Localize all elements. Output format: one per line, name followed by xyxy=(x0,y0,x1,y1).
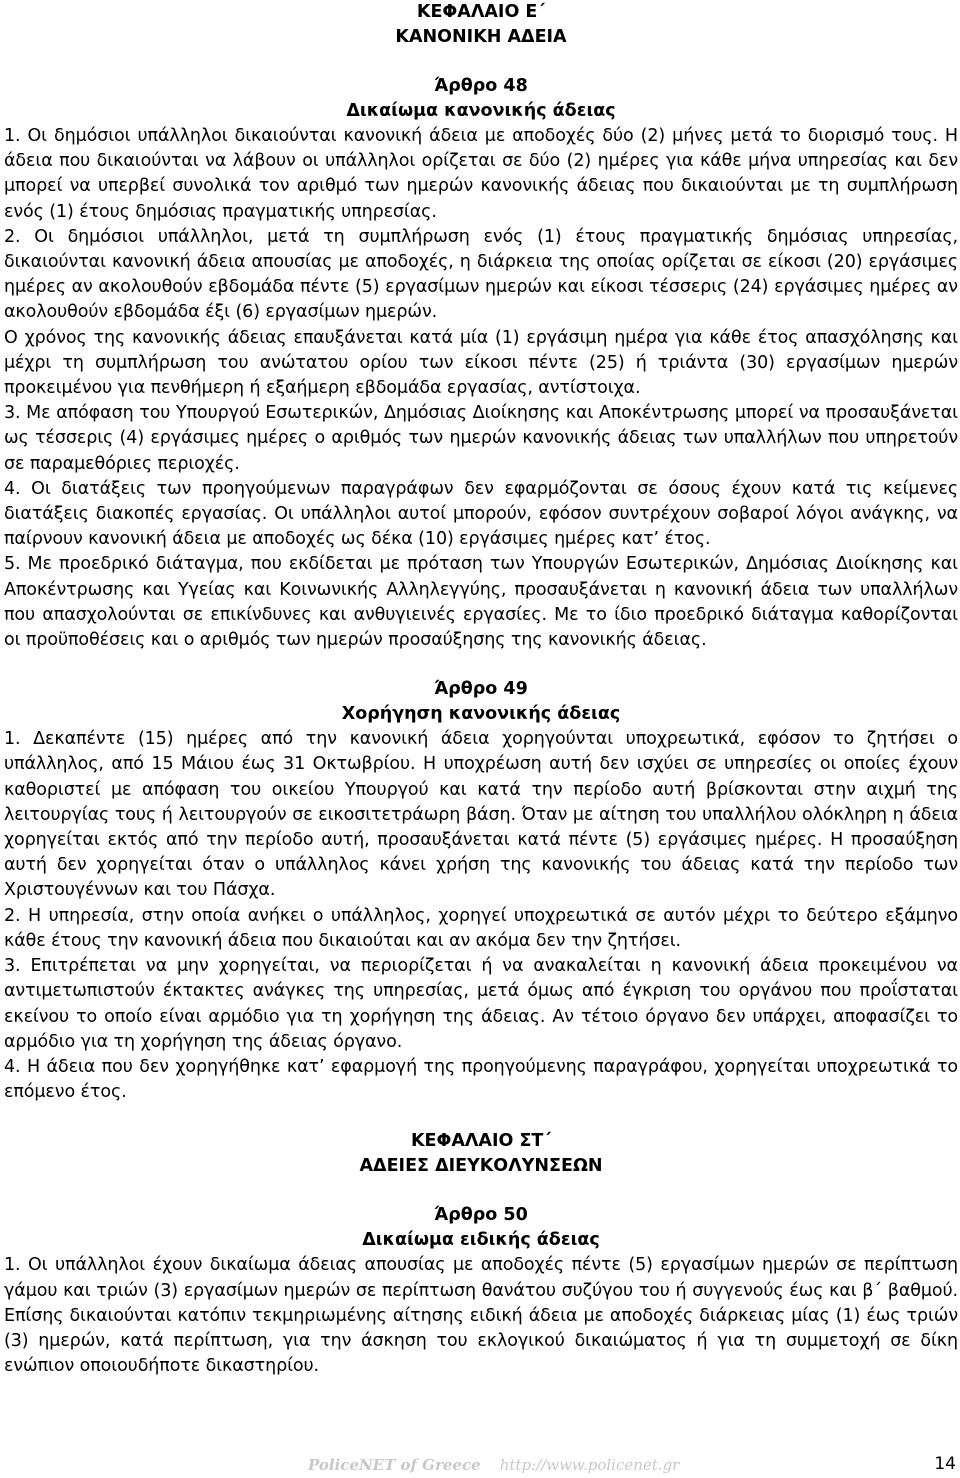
article-49 xyxy=(4,677,958,1105)
article-paragraph: 2. Οι δημόσιοι υπάλληλοι, μετά τη συμπλήρωση ενός (1) έτους πραγματικής δημόσιας υπηρεσίας, δικαιούνται κανονική άδεια απουσίας με αποδοχές, η διάρκεια της οποίας ορίζεται σε είκοσι (20) εργάσιμες ημέρες αν ακολουθούν εβδομάδα πέντε (5) εργασίμων ημερών και είκοσι τέσσερις (24) εργάσιμες ημέρες αν ακολουθούν εβδομάδα έξι (6) εργασίμων ημερών. xyxy=(4,226,958,323)
article-paragraph: 3. Με απόφαση του Υπουργού Εσωτερικών, Δημόσιας Διοίκησης και Αποκέντρωσης μπορεί να προσαυξάνεται ως τέσσερις (4) εργάσιμες ημέρες ο αριθμός των ημερών κανονικής άδειας των υπαλλήλων που υπηρετούν σε παραμεθόριες περιοχές. xyxy=(4,403,958,474)
article-number: Άρθρο 49 xyxy=(434,679,528,700)
chapter-subtitle: ΚΑΝΟΝΙΚΗ ΑΔΕΙΑ xyxy=(395,27,567,47)
article-number: Άρθρο 48 xyxy=(434,76,528,96)
article-paragraph: Ο χρόνος της κανονικής άδειας επαυξάνεται κατά μία (1) εργάσιμη ημέρα για κάθε έτος απασχόλησης και μέχρι τη συμπλήρωση του ανώτατου ορίου των είκοσι πέντε (25) ή τριάντα (30) εργασίμων ημερών προκειμένου για πενθήμερη ή εξαήμερη εβδομάδα εργασίας, αντίστοιχα. xyxy=(4,327,958,399)
article-paragraph: 5. Με προεδρικό διάταγμα, που εκδίδεται με πρόταση των Υπουργών Εσωτερικών, Δημόσιας Διοίκησης και Αποκέντρωσης και Υγείας και Κοινωνικής Αλληλεγγύης, προσαυξάνεται η κανονική άδεια των υπαλλήλων που απασχολούνται σε επικίνδυνες και ανθυγιεινές εργασίες. Με το ίδιο προεδρικό διάταγμα καθορίζονται οι προϋποθέσεις και ο αριθμός των ημερών προσαύξησης της κανονικής άδειας. xyxy=(4,554,958,651)
article-paragraph: 2. Η υπηρεσία, στην οποία ανήκει ο υπάλληλος, χορηγεί υποχρεωτικά σε αυτόν μέχρι το δεύτερο εξάμηνο κάθε έτους την κανονική άδεια που δικαιούται και αν ακόμα δεν την ζητήσει. xyxy=(4,905,958,951)
page-footer xyxy=(0,1448,960,1478)
chapter-title: ΚΕΦΑΛΑΙΟ Ε΄ xyxy=(416,2,546,22)
article-paragraph: 1. Οι δημόσιοι υπάλληλοι δικαιούνται κανονική άδεια με αποδοχές δύο (2) μήνες μετά το διορισμό τους. Η άδεια που δικαιούνται να λάβουν οι υπάλληλοι ορίζεται σε δύο (2) ημέρες για κάθε μήνα υπηρεσίας και δεν μπορεί να υπερβεί συνολικά τον αριθμό των ημερών κανονικής άδειας που δικαιούνται με τη συμπλήρωση ενός (1) έτους δημόσιας πραγματικής υπηρεσίας. xyxy=(4,126,958,222)
article-paragraph: 1. Δεκαπέντε (15) ημέρες από την κανονική άδεια χορηγούνται υποχρεωτικά, εφόσον το ζητήσει ο υπάλληλος, από 15 Μάιου έως 31 Οκτωβρίου. Η υποχρέωση αυτή δεν ισχύει σε υπηρεσίες οι οποίες έχουν καθοριστεί με απόφαση του οικείου Υπουργού και κατά την περίοδο αυτή βρίσκονται στην αιχμή της λειτουργίας τους ή λειτουργούν σε εικοσιτετράωρη βάση. Όταν με αίτηση του υπαλλήλου ολόκληρη η άδεια χορηγείται εκτός από την περίοδο αυτή, προσαυξάνεται κατά πέντε (5) εργάσιμες ημέρες. Η προσαύξηση αυτή δεν χορηγείται όταν ο υπάλληλος κάνει χρήση της κανονικής του άδειας κατά την περίοδο των Χριστουγέννων και του Πάσχα. xyxy=(4,729,958,901)
article-number: Άρθρο 50 xyxy=(434,1205,528,1226)
article-48 xyxy=(4,74,958,653)
chapter-st-heading xyxy=(4,1129,958,1179)
chapter-e-heading xyxy=(4,0,958,50)
article-paragraph: 4. Η άδεια που δεν χορηγήθηκε κατ’ εφαρμογή της προηγούμενης παραγράφου, χορηγείται υποχρεωτικά το επόμενο έτος. xyxy=(4,1056,958,1103)
article-title: Χορήγηση κανονικής άδειας xyxy=(341,704,621,725)
footer-brand: PoliceNET of Greece xyxy=(308,1456,481,1474)
footer-watermark xyxy=(308,1456,679,1474)
article-paragraph: 3. Επιτρέπεται να μην χορηγείται, να περιορίζεται ή να ανακαλείται η κανονική άδεια προκειμένου να αντιμετωπιστούν έκτακτες ανάγκες της υπηρεσίας, μετά όμως από έγκριση του οργάνου που προΐσταται εκείνου το οποίο είναι αρμόδιο για τη χορήγηση της άδειας. Αν τέτοιο όργανο δεν υπάρχει, αποφασίζει το αρμόδιο για τη χορήγηση της άδειας όργανο. xyxy=(4,956,958,1052)
article-paragraph: 1. Οι υπάλληλοι έχουν δικαίωμα άδειας απουσίας με αποδοχές πέντε (5) εργασίμων ημερών σε περίπτωση γάμου και τριών (3) εργασίμων ημερών σε περίπτωση θανάτου συζύγου του ή συγγενούς έως και β΄ βαθμού. Επίσης δικαιούνται κατόπιν τεκμηριωμένης αίτησης ειδική άδεια με αποδοχές διάρκειας μίας (1) έως τριών (3) ημερών, κατά περίπτωση, για την άσκηση του εκλογικού δικαιώματος ή για τη συμμετοχή σε δίκη ενώπιον οποιουδήποτε δικαστηρίου. xyxy=(4,1255,958,1377)
chapter-title: ΚΕΦΑΛΑΙΟ ΣΤ΄ xyxy=(410,1131,552,1152)
chapter-subtitle: ΑΔΕΙΕΣ ΔΙΕΥΚΟΛΥΝΣΕΩΝ xyxy=(359,1156,603,1177)
article-paragraph: 4. Οι διατάξεις των προηγούμενων παραγράφων δεν εφαρμόζονται σε όσους έχουν κατά τις κείμενες διατάξεις διακοπές εργασίας. Οι υπάλληλοι αυτοί μπορούν, εφόσον συντρέχουν σοβαροί λόγοι ανάγκης, να παίρνουν κανονική άδεια με αποδοχές ως δέκα (10) εργάσιμες ημέρες κατ’ έτος. xyxy=(4,478,958,550)
page-number: 14 xyxy=(934,1454,956,1474)
article-50 xyxy=(4,1203,958,1379)
article-title: Δικαίωμα ειδικής άδειας xyxy=(362,1230,600,1251)
document-page xyxy=(4,0,958,1379)
footer-url[interactable]: http://www.policenet.gr xyxy=(499,1456,680,1474)
article-title: Δικαίωμα κανονικής άδειας xyxy=(346,101,616,121)
